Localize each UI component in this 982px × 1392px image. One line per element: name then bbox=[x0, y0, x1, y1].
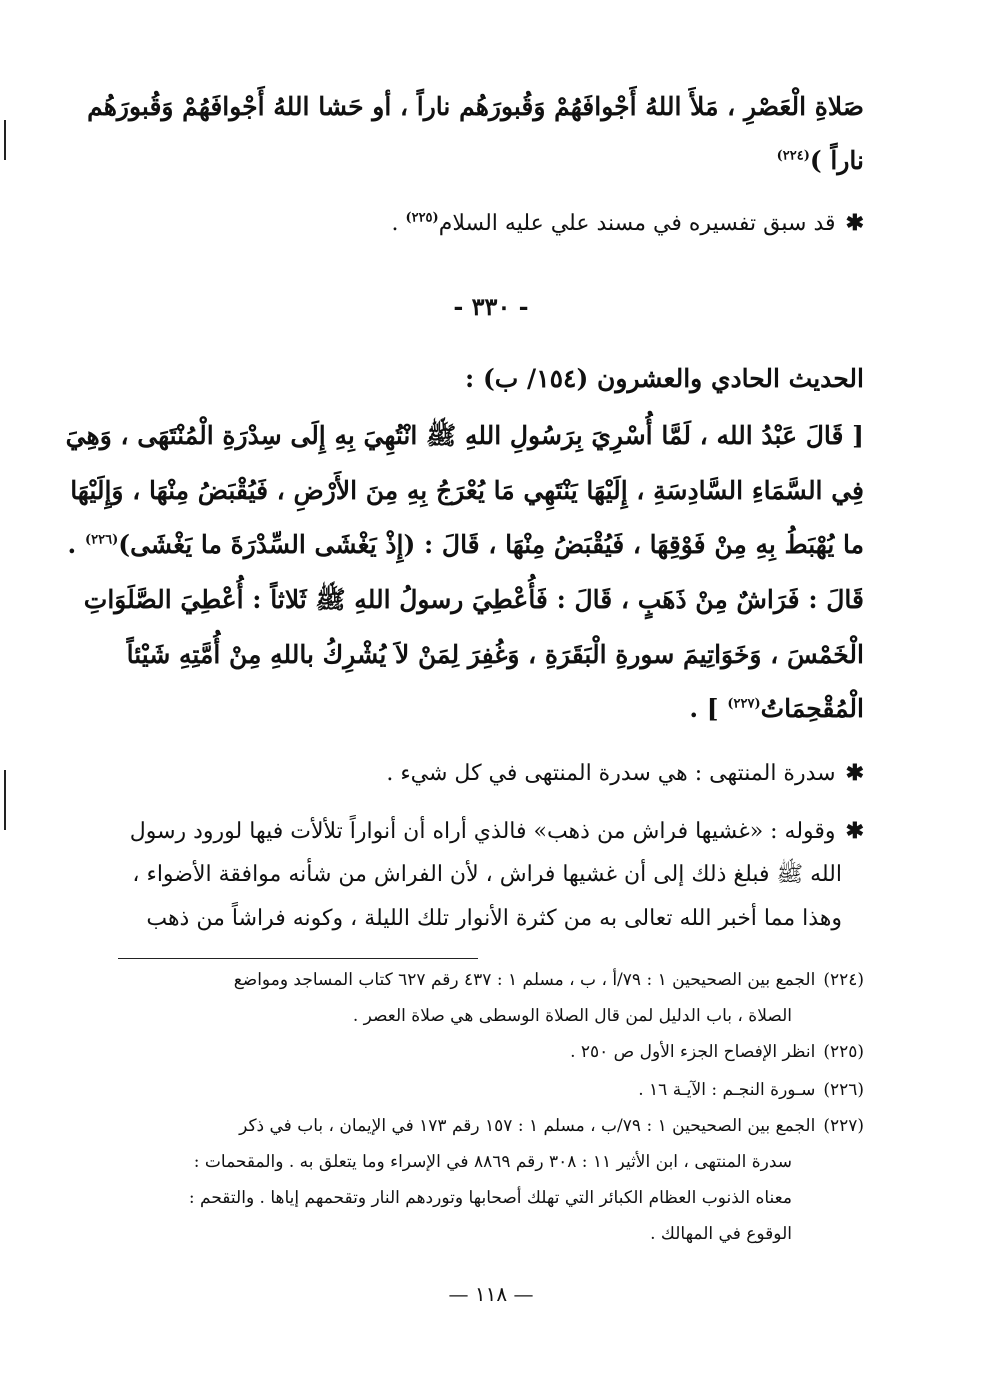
commentary-note: ✱سدرة المنتهى : هي سدرة المنتهى في كل شيء . bbox=[386, 760, 864, 786]
hadith-line: [ قَالَ عَبْدُ الله ، لَمَّا أُسْرِيَ بِرَسُولِ اللهِ ﷺ انْتُهِيَ بِهِ إِلَى سِدْرَةِ الْمُنْتَهَى ، وَهِيَ bbox=[65, 421, 864, 450]
hadith-heading: الحديث الحادي والعشرون (١٥٤/ ب) : bbox=[465, 364, 864, 393]
scan-edge-mark bbox=[4, 770, 6, 830]
intro-line-1: صَلاةِ الْعَصْرِ ، مَلأَ اللهُ أَجْوافَهُمْ وَقُبورَهُم ناراً ، أو حَشا اللهُ أَجْوافَهُمْ وَقُبورَهُم bbox=[87, 92, 864, 121]
footnote: (٢٢٥)انظر الإفصاح الجزء الأول ص ٢٥٠ . bbox=[570, 1042, 864, 1062]
hadith-line: فِي السَّمَاءِ السَّادِسَةِ ، إِلَيْهَا يَنْتَهِي مَا يُعْرَجُ بِهِ مِنَ الأَرْضِ ، فَيُقْبَضُ مِنْهَا ، وَإِلَيْهَا bbox=[70, 476, 864, 505]
commentary-note-line: الله ﷺ فبلغ ذلك إلى أن غشيها فراش ، لأن الفراش من شأنه موافقة الأضواء ، bbox=[132, 862, 842, 887]
hadith-line: الْمُقْحِمَاتُ$^{(٢٢٧)}$ ] . bbox=[689, 694, 864, 723]
hadith-line: الْخَمْسَ ، وَخَوَاتِيمَ سورةِ الْبَقَرَةِ ، وَغُفِرَ لِمَنْ لاَ يُشْرِكُ باللهِ مِنْ أُمَّتِهِ شَيْئاً bbox=[126, 640, 864, 669]
hadith-number: - ٣٣٠ - bbox=[453, 292, 529, 321]
page-number: — ١١٨ — bbox=[448, 1282, 534, 1306]
footnote: (٢٢٧)الجمع بين الصحيحين ١ : ٧٩/ب ، مسلم ١ : ١٥٧ رقم ١٧٣ في الإيمان ، باب في ذكر bbox=[239, 1116, 864, 1136]
asterisk-icon: ✱ bbox=[845, 210, 864, 236]
footnote: (٢٢٦)سـورة النجـم : الآيـة ١٦ . bbox=[638, 1080, 864, 1100]
asterisk-icon: ✱ bbox=[845, 760, 864, 786]
intro-line-2: ناراً )$^{(٢٢٤)}$ bbox=[776, 146, 864, 175]
footnote: (٢٢٤)الجمع بين الصحيحين ١ : ٧٩/أ ، ب ، مسلم ١ : ٤٣٧ رقم ٦٢٧ كتاب المساجد ومواضع bbox=[233, 970, 864, 990]
footnote-line: معناه الذنوب العظام الكبائر التي تهلك أصحابها وتوردهم النار وتقحمهم إياها . والتقحم : bbox=[188, 1188, 792, 1208]
footnote-ref[interactable]: (٢٢٧) bbox=[727, 696, 761, 712]
hadith-line: ما يُهْبَطُ بِهِ مِنْ فَوْقِهَا ، فَيُقْبَضُ مِنْهَا ، قَالَ : (إِذْ يَغْشَى السِّدْرَةَ ما يَغْشَى)$^{(٢٢٦)}$ . bbox=[67, 530, 864, 559]
commentary-note: ✱وقوله : «غشيها فراش من ذهب» فالذي أراه أن أنواراً تلألأت فيها لورود رسول bbox=[129, 818, 864, 844]
scan-edge-mark bbox=[4, 120, 6, 160]
footnote-ref[interactable]: (٢٢٥) bbox=[405, 210, 439, 226]
asterisk-icon: ✱ bbox=[845, 818, 864, 844]
footnote-separator bbox=[118, 958, 478, 959]
footnote-ref[interactable]: (٢٢٦) bbox=[84, 532, 119, 548]
intro-note: ✱قد سبق تفسيره في مسند علي عليه السلام$^{(٢٢٥)}$ . bbox=[391, 210, 864, 236]
footnote-line: سدرة المنتهى ، ابن الأثير ١١ : ٣٠٨ رقم ٨٨٦٩ في الإسراء وما يتعلق به . والمقحمات : bbox=[193, 1152, 792, 1172]
footnote-line: الصلاة ، باب الدليل لمن قال الصلاة الوسطى هي صلاة العصر . bbox=[352, 1006, 792, 1026]
footnote-ref[interactable]: (٢٢٤) bbox=[776, 148, 810, 164]
hadith-line: قَالَ : فَرَاشٌ مِنْ ذَهَبٍ ، قَالَ : فَأُعْطِيَ رسولُ اللهِ ﷺ ثَلاثاً : أُعْطِيَ الصَّلَوَاتِ bbox=[83, 585, 864, 614]
commentary-note-line: وهذا مما أخبر الله تعالى به من كثرة الأنوار تلك الليلة ، وكونه فراشاً من ذهب bbox=[146, 906, 842, 931]
footnote-line: الوقوع في المهالك . bbox=[650, 1224, 792, 1244]
